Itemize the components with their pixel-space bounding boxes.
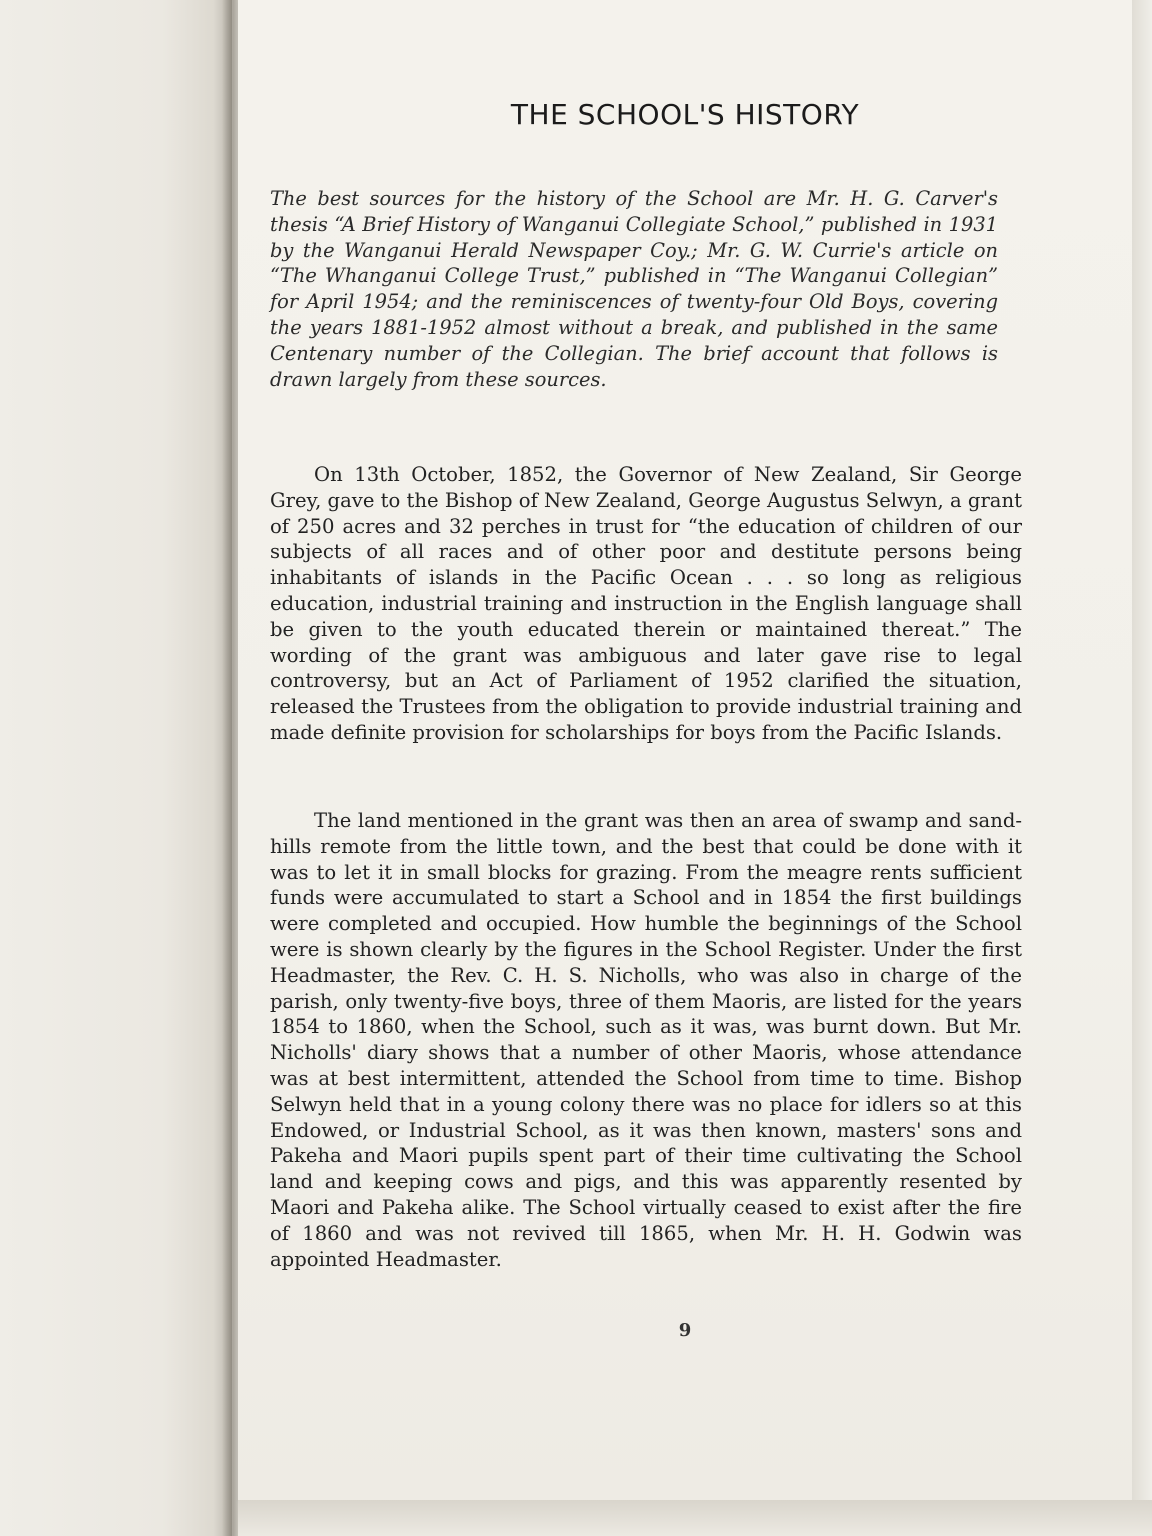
- page-edge: [1132, 0, 1152, 1536]
- body-paragraph-1: On 13th October, 1852, the Governor of New Zealand, Sir George Grey, gave to the Bishop of New Zealand, George Augustus Selwyn, a grant of 250 acres and 32 perches in trust for “the education of children of our subjects of all races and of other poor and destitute persons being inhabitants of islands in the Pacific Ocean . . . so long as religious education, industrial training and instruction in the English language shall be given to the youth educated therein or maintained thereat.” The wording of the grant was ambiguous and later gave rise to legal controversy, but an Act of Parliament of 1952 clarified the situation, released the Trustees from the obligation to provide industrial training and made definite provision for scholarships for boys from the Pacific Islands.: [270, 463, 1022, 744]
- page-title: THE SCHOOL'S HISTORY: [510, 98, 860, 131]
- page-number: 9: [678, 1320, 692, 1341]
- intro-paragraph: The best sources for the history of the School are Mr. H. G. Carver's thesis “A Brief History of Wanganui Collegiate School,” published in 1931 by the Wanganui Herald Newspaper Coy.; Mr. G. W. Currie's article on “The Whanganui College Trust,” published in “The Wanganui Collegian” for April 1954; and the reminiscences of twenty-four Old Boys, covering the years 1881-1952 almost without a break, and published in the same Centenary number of the Collegian. The brief account that follows is drawn largely from these sources.: [270, 187, 998, 391]
- page-bottom-edge: [238, 1500, 1152, 1536]
- left-page: [0, 0, 232, 1536]
- body-paragraph-2: The land mentioned in the grant was then an area of swamp and sand-hills remote from the little town, and the best that could be done with it was to let it in small blocks for grazing. From the meagre rents sufficient funds were accumulated to start a School and in 1854 the first buildings were completed and occupied. How humble the beginnings of the School were is shown clearly by the figures in the School Register. Under the first Headmaster, the Rev. C. H. S. Nicholls, who was also in charge of the parish, only twenty-five boys, three of them Maoris, are listed for the years 1854 to 1860, when the School, such as it was, was burnt down. But Mr. Nicholls' diary shows that a number of other Maoris, whose attendance was at best intermittent, attended the School from time to time. Bishop Selwyn held that in a young colony there was no place for idlers so at this Endowed, or Industrial School, as it was then known, masters' sons and Pakeha and Maori pupils spent part of their time cultivating the School land and keeping cows and pigs, and this was apparently resented by Maori and Pakeha alike. The School virtually ceased to exist after the fire of 1860 and was not revived till 1865, when Mr. H. H. Godwin was appointed Headmaster.: [270, 809, 1022, 1271]
